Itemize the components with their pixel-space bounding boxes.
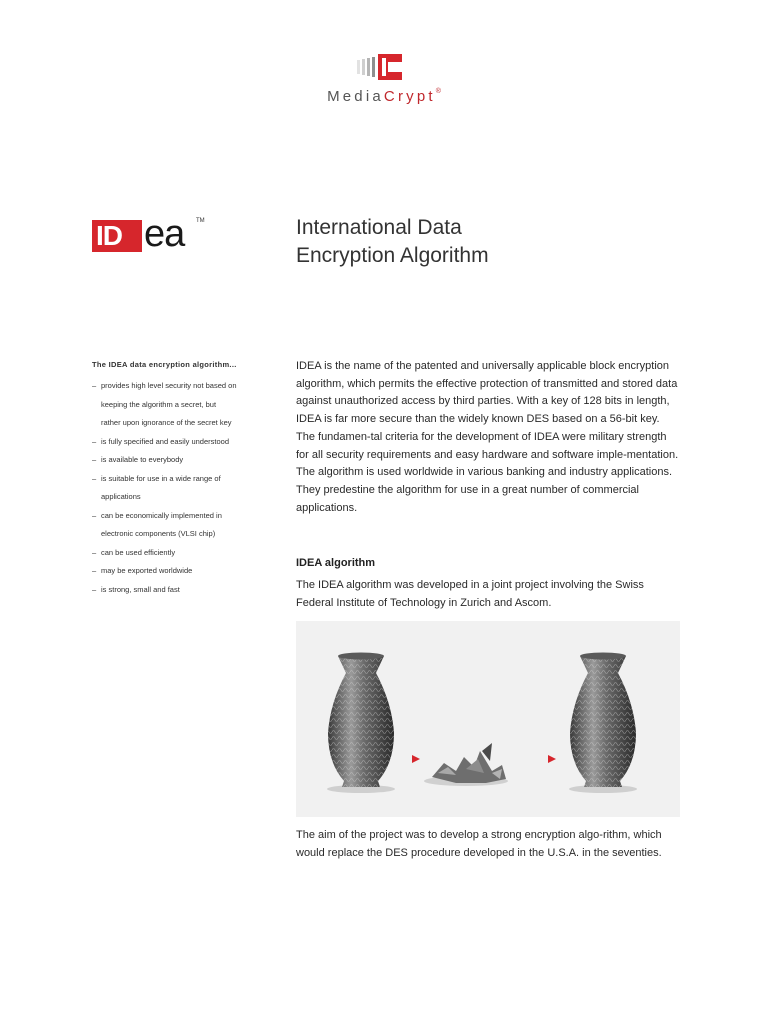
list-item-line: – is available to everybody: [101, 455, 184, 464]
intro-paragraph: IDEA is the name of the patented and universally applicable block encryption algorithm, which permits the effective protection of transmitted and stored data against unauthorized access by third parties. With a key of 128 bits in length, IDEA is far more secure than the widely known DES based on a 56-bit key. The fundamen-tal criteria for the development of IDEA were military strength for all security requirements and easy hardware and software imple-mentation. The algorithm is used worldwide in various banking and industry applications. They predestine the algorithm for use in a great number of commercial applications.: [296, 360, 679, 514]
brand-crypt: Crypt: [383, 88, 436, 105]
list-item-line: rather upon ignorance of the secret key: [101, 418, 232, 427]
aim-paragraph: The aim of the project was to develop a strong encryption algo-rithm, which would replace the DES procedure developed in the U.S.A. in the seventies.: [296, 829, 662, 859]
list-item: [92, 433, 272, 452]
idea-logo: [92, 213, 222, 255]
list-item-line: – is fully specified and easily understood: [101, 436, 229, 446]
arrow-right-icon: [548, 755, 556, 763]
vase-left-icon: [327, 653, 395, 794]
mediacrypt-mark-icon: [357, 52, 405, 84]
vase-illustration-graphic: [296, 621, 680, 817]
list-item: [92, 544, 272, 563]
sidebar-heading: The IDEA data encryption algorithm...: [92, 360, 237, 369]
list-item-line: electronic components (VLSI chip): [101, 529, 216, 538]
list-item: [92, 470, 272, 507]
list-item-line: – can be economically implemented in: [101, 510, 222, 520]
page-title: [296, 214, 716, 270]
section-heading-idea-algorithm: IDEA algorithm: [296, 557, 376, 569]
list-item: [92, 562, 272, 581]
list-item-line: – provides high level security not based on: [101, 381, 237, 390]
mediacrypt-logo: [0, 52, 768, 112]
idea-logo-id: ID: [92, 220, 142, 252]
idea-logo-tm: TM: [196, 218, 205, 224]
arrow-right-icon: [412, 755, 420, 763]
mediacrypt-wordmark: [0, 88, 768, 105]
vase-right-icon: [569, 653, 637, 794]
broken-shards-icon: [424, 743, 508, 786]
list-item-line: – may be exported worldwide: [101, 566, 193, 575]
list-item-line: – can be used efficiently: [101, 547, 176, 557]
list-item-line: keeping the algorithm a secret, but: [101, 399, 217, 409]
list-item: [92, 507, 272, 544]
vase-illustration: [296, 621, 680, 817]
page-title-line2: Encryption Algorithm: [296, 244, 489, 267]
feature-sidebar: [92, 360, 272, 599]
list-item-line: – is strong, small and fast: [101, 584, 180, 594]
list-item-line: – is suitable for use in a wide range of: [101, 473, 221, 483]
list-item: [92, 377, 272, 433]
brand-media: Media: [327, 88, 384, 105]
brand-registered: ®: [435, 88, 441, 95]
feature-list: [92, 377, 272, 599]
idea-logo-ea: ea: [144, 213, 185, 255]
page-title-line1: International Data: [296, 216, 462, 239]
list-item: [92, 581, 272, 600]
list-item: [92, 451, 272, 470]
algorithm-paragraph: The IDEA algorithm was developed in a joint project involving the Swiss Federal Institute of Technology in Zurich and Ascom.: [296, 579, 644, 609]
list-item-line: applications: [101, 492, 141, 501]
